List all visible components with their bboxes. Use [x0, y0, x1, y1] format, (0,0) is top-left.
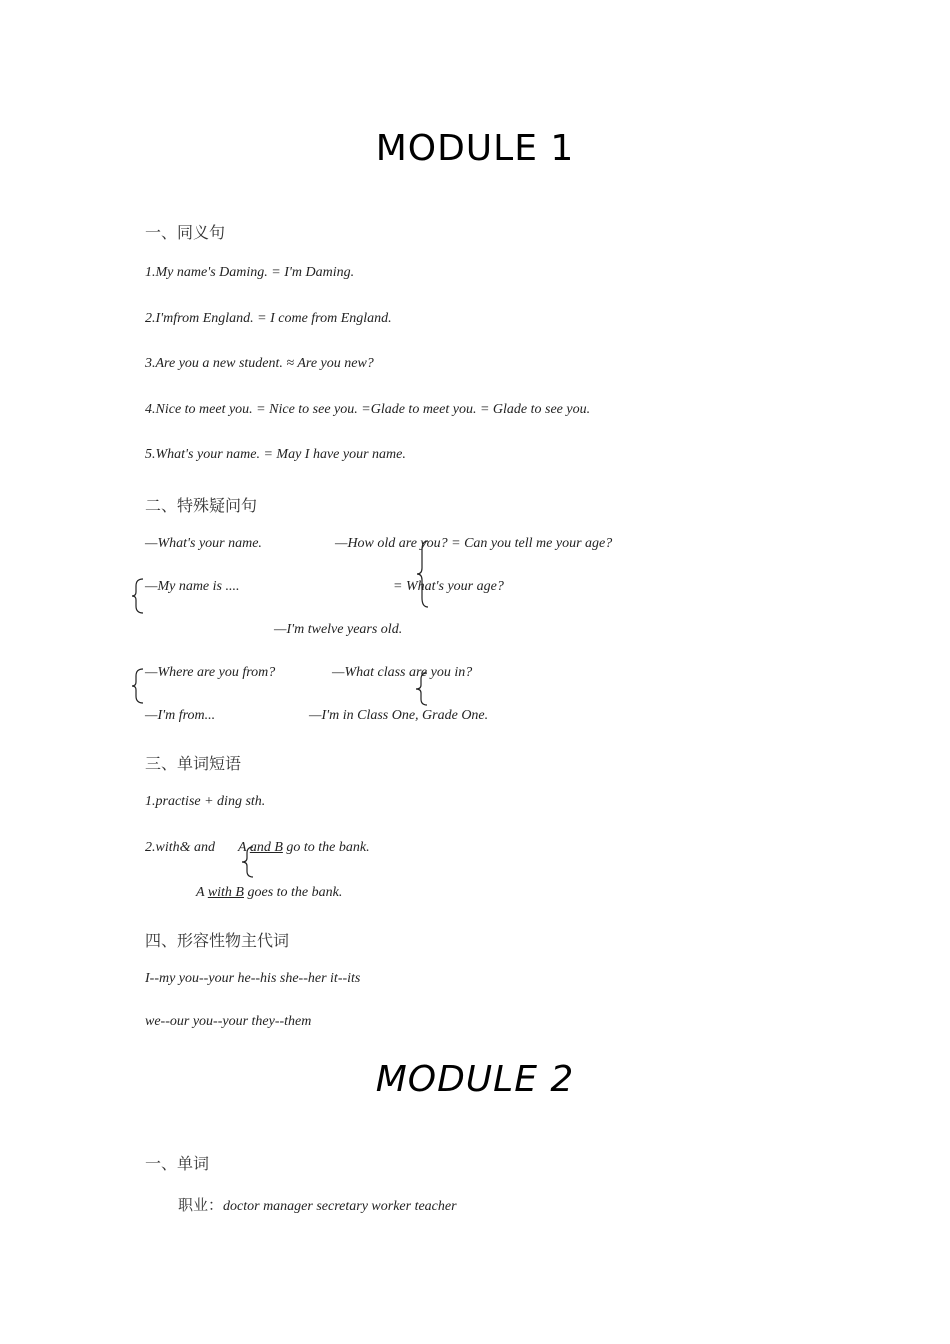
phrase-2-line-a: A and B go to the bank. — [238, 840, 370, 855]
question-2-alt: = What's your age? — [393, 579, 504, 594]
brace-icon — [416, 540, 430, 608]
synonym-line-5: 5.What's your name. = May I have your name. — [145, 447, 406, 462]
section-4-heading: 四、形容性物主代词 — [145, 931, 290, 950]
section-3-heading: 三、单词短语 — [145, 754, 242, 773]
question-2: —How old are you? = Can you tell me your age? — [335, 536, 613, 551]
phrase-2-prefix: 2.with& and — [145, 840, 216, 855]
module-1-title: MODULE 1 — [375, 128, 575, 169]
synonym-line-2: 2.I'mfrom England. = I come from England. — [145, 311, 392, 326]
pronoun-line-1: I--my you--your he--his she--her it--its — [145, 971, 361, 986]
phrase-2-line-b: A with B goes to the bank. — [196, 885, 343, 900]
answer-1: —My name is .... — [145, 579, 240, 594]
answer-3: —I'm from... — [145, 708, 216, 723]
brace-icon — [131, 578, 145, 614]
answer-2: —I'm twelve years old. — [274, 622, 403, 637]
question-4: —What class are you in? — [332, 665, 473, 680]
synonym-line-1: 1.My name's Daming. = I'm Daming. — [145, 265, 355, 280]
synonym-line-4: 4.Nice to meet you. = Nice to see you. =Glade to meet you. = Glade to see you. — [145, 402, 591, 417]
brace-icon — [415, 672, 429, 706]
section-2-heading: 二、特殊疑问句 — [145, 496, 258, 515]
occupation-line — [178, 1194, 457, 1215]
question-1: —What's your name. — [145, 536, 262, 551]
brace-icon — [241, 846, 255, 878]
section-1-heading: 一、同义句 — [145, 223, 226, 242]
brace-icon — [131, 668, 145, 704]
question-3: —Where are you from? — [145, 665, 276, 680]
occupation-label: 职业： — [178, 1196, 224, 1214]
pronoun-line-2: we--our you--your they--them — [145, 1014, 312, 1029]
synonym-line-3: 3.Are you a new student. ≈ Are you new? — [145, 356, 374, 371]
module-2-title: MODULE 2 — [375, 1059, 575, 1100]
answer-4: —I'm in Class One, Grade One. — [309, 708, 489, 723]
phrase-1: 1.practise + ding sth. — [145, 794, 266, 809]
module-2-section-1-heading: 一、单词 — [145, 1154, 210, 1173]
occupation-words: doctor manager secretary worker teacher — [223, 1199, 457, 1214]
